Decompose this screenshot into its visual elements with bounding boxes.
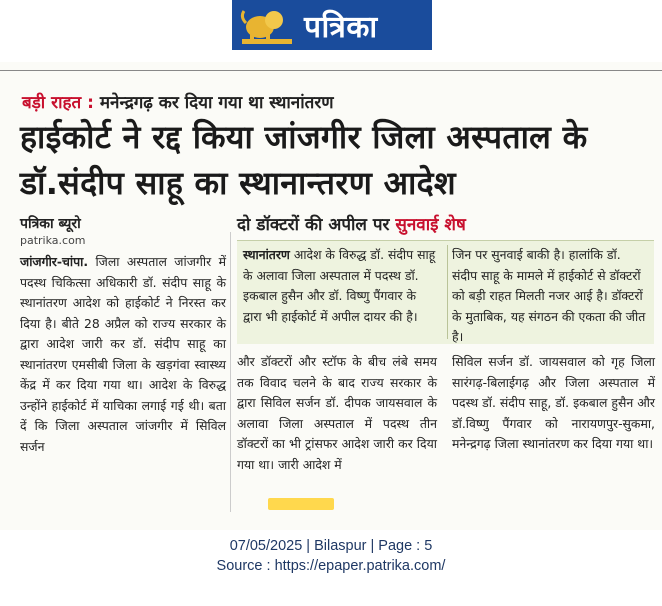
top-rule — [0, 70, 662, 71]
patrika-logo — [232, 0, 432, 50]
website: patrika.com — [20, 234, 86, 247]
box-column-1-text: आदेश के विरुद्ध डॉ. संदीप साहू के अलावा जिला अस्पताल में पदस्थ डॉ. इकबाल हुसैन और डॉ. विष्णु पैंगवार के द्वारा भी हाईकोर्ट में अपील दायर की है। — [243, 247, 436, 324]
headline: हाईकोर्ट ने रद्द किया जांजगीर जिला अस्पताल के डॉ.संदीप साहू का स्थानान्तरण आदेश — [20, 118, 588, 202]
article-column-3: सिविल सर्जन डॉ. जायसवाल को गृह जिला सारंगढ़-बिलाईगढ़ और जिला अस्पताल में पदस्थ डॉ. संदीप साहू, डॉ. इकबाल हुसैन और डॉ.विष्णु पैंगवार को नारायणपुर-सुकमा, मनेन्द्रगढ़ जिला स्थानांतरण कर दिया गया था। — [452, 354, 655, 451]
footer-date-edition: 07/05/2025 | Bilaspur | Page : 5 — [229, 538, 433, 554]
box-lead: स्थानांतरण — [243, 247, 290, 262]
kicker — [22, 90, 334, 113]
box-column-1 — [243, 245, 438, 327]
article-column-2: और डॉक्टरों और स्टॉफ के बीच लंबे समय तक विवाद चलने के बाद राज्य सरकार के द्वारा सिविल सर्जन डॉ. दीपक जायसवाल के अलावा जिला अस्पताल में पदस्थ तीन डॉक्टरों का भी ट्रांसफर आदेश जारी कर दिया गया था। जारी आदेश में — [237, 354, 437, 472]
lion-emblem-icon — [238, 3, 296, 47]
highlight-box — [237, 240, 654, 344]
subhead-black: दो डॉक्टरों की अपील पर — [237, 215, 390, 235]
highlight-marker — [268, 498, 334, 510]
footer-source: Source : https://epaper.patrika.com/ — [216, 558, 446, 574]
column-divider — [230, 232, 231, 512]
article-column-1 — [20, 252, 226, 457]
brand-name: पत्रिका — [304, 9, 378, 45]
box-column-2: जिन पर सुनवाई बाकी है। हालांकि डॉ. संदीप साहू के मामले में हाईकोर्ट से डॉक्टरों को बड़ी राहत मिलती नजर आई है। डॉक्टरों के मुताबिक, यह संगठन की एकता की जीत है। — [452, 247, 646, 344]
kicker-label: बड़ी राहत : — [22, 93, 94, 113]
kicker-text: मनेन्द्रगढ़ कर दिया गया था स्थानांतरण — [99, 93, 334, 113]
subhead-red: सुनवाई शेष — [395, 215, 466, 235]
subhead — [237, 212, 466, 235]
dateline: जांजगीर-चांपा. — [20, 254, 89, 269]
column-1-text: जिला अस्पताल जांजगीर में पदस्थ चिकित्सा अधिकारी डॉ. संदीप साहू के स्थानांतरण आदेश को हाईकोर्ट ने निरस्त कर दिया है। बीते 28 अप्रैल को राज्य सरकार के द्वारा आदेश जारी कर डॉ. संदीप साहू का स्थानांतरण एमसीबी जिला के खड़गंवा स्वास्थ्य केंद्र में कर दिया गया था। आदेश के विरुद्ध उन्होंने हाईकोर्ट में याचिका लगाई गई थी। बता दें कि जिला अस्पताल जांजगीर में सिविल सर्जन — [20, 254, 226, 454]
bureau-byline: पत्रिका ब्यूरो — [20, 216, 81, 232]
box-divider — [447, 245, 448, 339]
newspaper-clipping — [0, 62, 662, 530]
